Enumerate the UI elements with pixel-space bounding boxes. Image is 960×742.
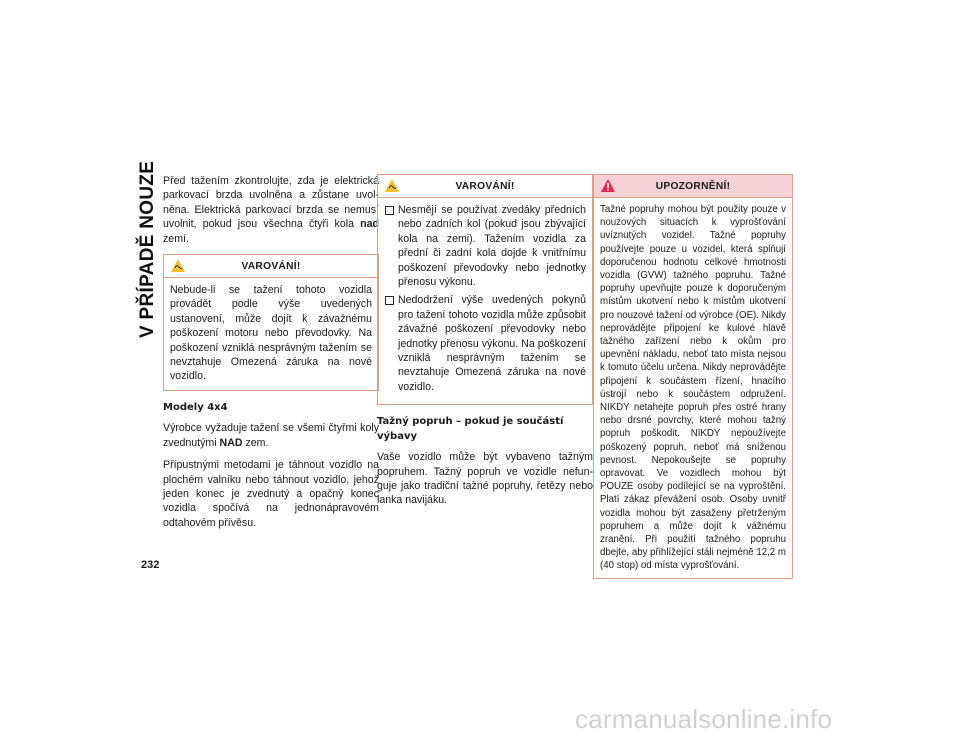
- caution-box: [593, 174, 793, 579]
- warning-list-body: [378, 198, 592, 404]
- caution-text: Tažné popruhy mohou být použity pouze v nouzových situacích k vyprošťování uvíznutých vozidel. Tažné popruhy používejte pouze u vozidel, která splňují doporučenou hodnotu celkové hmotnosti vozidla (GVW) tažného popruhu. Tažné popruhy upevňujte pouze k doporučeným místům ukotvení nebo k místům ukotvení pro nouzové tažení od výrobce (OE). Nikdy neprovádějte připojení ke kulové hlavě tažného zařízení nebo k okům pro upevnění nákladu, neboť tato místa nejsou k tomuto účelu určena. Nikdy neprovádějte připojení k součástem řízení, hnacího ústrojí nebo k součástem odpružení. NIKDY netahejte popruh přes ostré hrany nebo drsné povrchy, které mohou tažný popruh poškodit. NIKDY nepoužívejte poškozený popruh, neboť má sníženou pevnost. Nepokoušejte se popruhy opravovat. Ve vozidlech mohou být POUZE osoby podílející se na vyproštění. Platí zákaz převážení osob. Osoby uvnitř vozidla mohou být zasaženy přetrženým popruhem a může dojít k vážnému zranění. Při použití tažného popruhu dbejte, aby přihlížející stáli nejméně 12,2 m (40 stop) od místa vyprošťování.: [600, 204, 786, 572]
- caution-box-header: [594, 175, 792, 198]
- column-3: [593, 174, 793, 589]
- checkbox-bullet-icon: [385, 296, 394, 305]
- checkbox-bullet-icon: [385, 206, 394, 215]
- warning-title: VAROVÁNÍ!: [455, 181, 515, 192]
- warning-list: [384, 203, 586, 394]
- column-1: [163, 174, 379, 538]
- warning-box-1: [163, 254, 379, 391]
- paragraph-tow-strap: Vaše vozidlo může být vybaveno tažným popruhem. Tažný popruh ve vozidle nefun-guje jako tradiční tažné popruhy, řetězy nebo lanka navijáku.: [377, 451, 593, 507]
- warning-box-header: [164, 255, 378, 278]
- watermark: carmanualsonline.info: [575, 704, 833, 734]
- section-heading-4x4: Modely 4x4: [163, 401, 228, 413]
- list-item: Nesmějí se používat zvedáky předních nebo zadních kol (pokud jsou zbývající kola na zemi). Tažením vozidla za přední či zadní kola dojde k vnitřnímu poškození převodovky nebo jednotky přenosu výkonu.: [384, 203, 586, 289]
- warning-box-header: [378, 175, 592, 198]
- list-item: Nedodržení výše uvedených pokynů pro tažení tohoto vozidla může způsobit závažné poškození převodovky nebo jednotky přenosu výkonu. Na poškození vzniklá nesprávným tažením se nevztahuje Omezená záruka na nové vozidlo.: [384, 293, 586, 394]
- warning-text: Nebude-li se tažení tohoto vozidla provádět podle výše uvedených ustanovení, může dojít k závažnému poškození motoru nebo převodovky. Na poškození vzniklá nesprávným tažením se nevztahuje Omezená záruka na nové vozidlo.: [170, 284, 372, 383]
- column-2: [377, 174, 593, 516]
- intro-paragraph: Před tažením zkontrolujte, zda je elektrická parkovací brzda uvolněna a zůstane uvol-něna. Elektrická parkovací brzda se nemusí uvolnit, pokud jsou všechna čtyři kola nad zemí.: [163, 175, 379, 245]
- side-section-title: V PŘÍPADĚ NOUZE: [137, 160, 158, 338]
- warning-box-2: [377, 174, 593, 405]
- section-heading-tow-strap: Tažný popruh – pokud je součástí výbavy: [377, 416, 564, 442]
- page-number: 232: [141, 559, 160, 571]
- paragraph-4x4-requirement: Výrobce vyžaduje tažení se všemi čtyřmi koly zvednutými NAD zem.: [163, 422, 379, 449]
- warning-title: VAROVÁNÍ!: [241, 261, 301, 273]
- caution-title: UPOZORNĚNÍ!: [655, 181, 731, 192]
- paragraph-4x4-methods: Přípustnými metodami je táhnout vozidlo na plochém valníku nebo táhnout vozidlo, jehož jeden konec je zvednutý a opačný konec vozidla spočívá na jednonápravovém odtahovém přívěsu.: [163, 459, 379, 529]
